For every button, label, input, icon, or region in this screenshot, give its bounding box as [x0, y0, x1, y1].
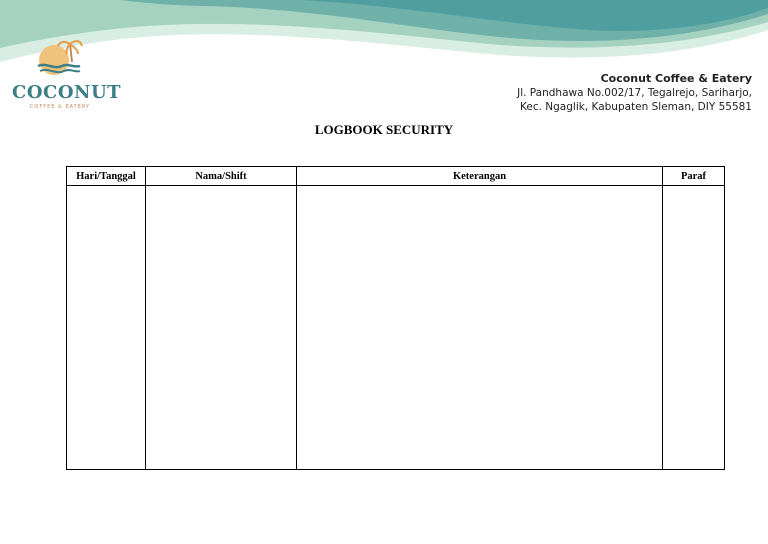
- header-wave-decoration: [0, 0, 768, 70]
- cell-name-shift[interactable]: [146, 186, 297, 470]
- document-title: LOGBOOK SECURITY: [314, 122, 454, 137]
- column-header-signature: Paraf: [663, 167, 725, 186]
- company-address-line-2: Kec. Ngaglik, Kabupaten Sleman, DIY 55581: [520, 101, 752, 113]
- cell-date[interactable]: [67, 186, 146, 470]
- logo-wordmark: COCONUT: [12, 82, 122, 103]
- table-header-row: [67, 167, 725, 186]
- logo-tagline: COFFEE & EATERY: [29, 104, 91, 110]
- company-address-line-1: Jl. Pandhawa No.002/17, Tegalrejo, Sariharjo,: [517, 87, 752, 99]
- column-header-name-shift: Nama/Shift: [146, 167, 297, 186]
- cell-signature[interactable]: [663, 186, 725, 470]
- company-name: Coconut Coffee & Eatery: [600, 72, 752, 85]
- cell-notes[interactable]: [297, 186, 663, 470]
- column-header-notes: Keterangan: [297, 167, 663, 186]
- column-header-date: Hari/Tanggal: [67, 167, 146, 186]
- company-info: [517, 72, 752, 114]
- coconut-logo: [12, 38, 122, 112]
- table-row: [67, 186, 725, 470]
- palm-sun-wave-icon: [34, 38, 86, 82]
- logbook-table: [66, 166, 725, 470]
